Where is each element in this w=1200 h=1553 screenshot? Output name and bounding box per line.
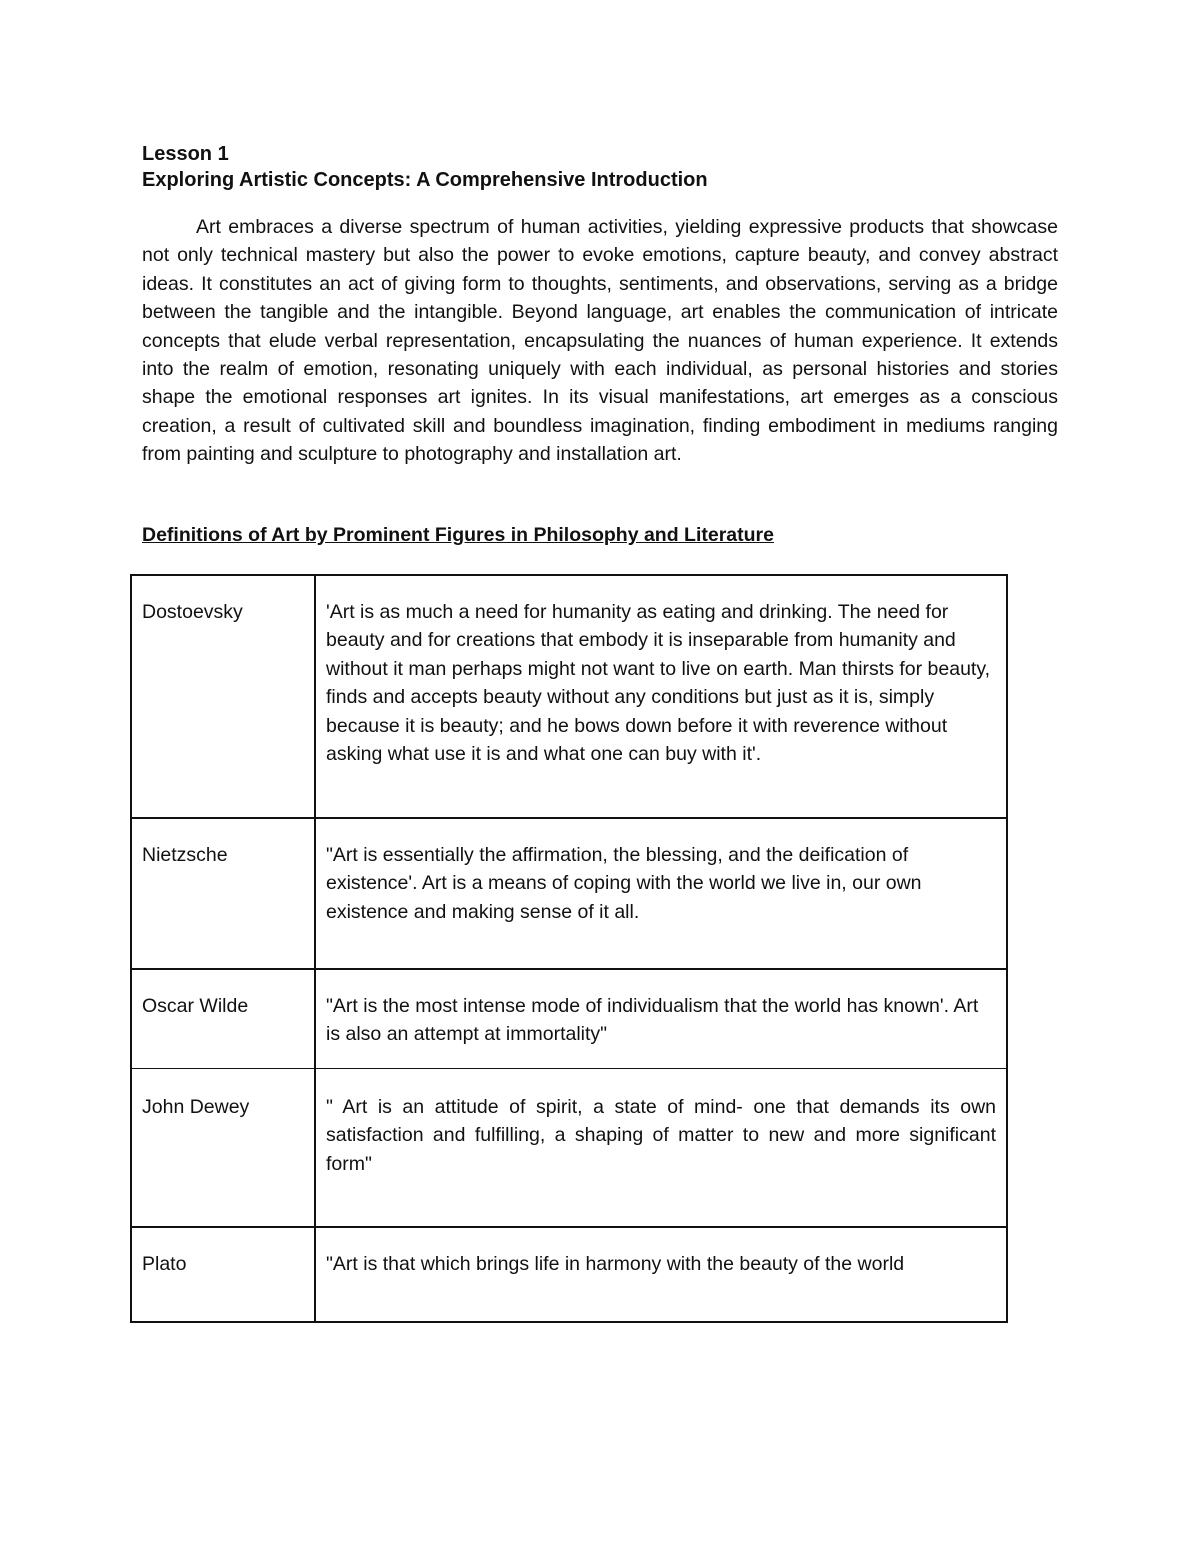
table-row <box>131 818 1007 969</box>
figure-quote: "Art is essentially the affirmation, the blessing, and the deification of existence'. Art is a means of coping with the world we live in, our own existence and making sense of it all. <box>315 818 1007 969</box>
table-row <box>131 575 1007 818</box>
lesson-title: Exploring Artistic Concepts: A Comprehensive Introduction <box>142 169 708 191</box>
figure-name: John Dewey <box>131 1069 315 1228</box>
definitions-table <box>130 574 1008 1323</box>
figure-quote: 'Art is as much a need for humanity as eating and drinking. The need for beauty and for creations that embody it is inseparable from humanity and without it man perhaps might not want to live on earth. Man thirsts for beauty, finds and accepts beauty without any conditions but just as it is, simply because it is beauty; and he bows down before it with reverence without asking what use it is and what one can buy with it'. <box>315 575 1007 818</box>
figure-quote: " Art is an attitude of spirit, a state of mind- one that demands its own satisfaction and fulfilling, a shaping of matter to new and more significant form" <box>315 1069 1007 1228</box>
figure-name: Plato <box>131 1227 315 1322</box>
lesson-label: Lesson 1 <box>142 143 229 165</box>
figure-quote: "Art is that which brings life in harmony with the beauty of the world <box>315 1227 1007 1322</box>
table-row <box>131 1227 1007 1322</box>
intro-paragraph: Art embraces a diverse spectrum of human activities, yielding expressive products that showcase not only technical mastery but also the power to evoke emotions, capture beauty, and convey abstract ideas. It constitutes an act of giving form to thoughts, sentiments, and observations, serving as a bridge between the tangible and the intangible. Beyond language, art enables the communication of intricate concepts that elude verbal representation, encapsulating the nuances of human experience. It extends into the realm of emotion, resonating uniquely with each individual, as personal histories and stories shape the emotional responses art ignites. In its visual manifestations, art emerges as a conscious creation, a result of cultivated skill and boundless imagination, finding embodiment in mediums ranging from painting and sculpture to photography and installation art. <box>142 216 1058 466</box>
figure-name: Nietzsche <box>131 818 315 969</box>
definitions-heading: Definitions of Art by Prominent Figures in Philosophy and Literature <box>142 524 774 546</box>
table-row <box>131 969 1007 1069</box>
figure-quote: "Art is the most intense mode of individualism that the world has known'. Art is also an attempt at immortality" <box>315 969 1007 1069</box>
figure-name: Oscar Wilde <box>131 969 315 1069</box>
figure-name: Dostoevsky <box>131 575 315 818</box>
table-row <box>131 1069 1007 1228</box>
